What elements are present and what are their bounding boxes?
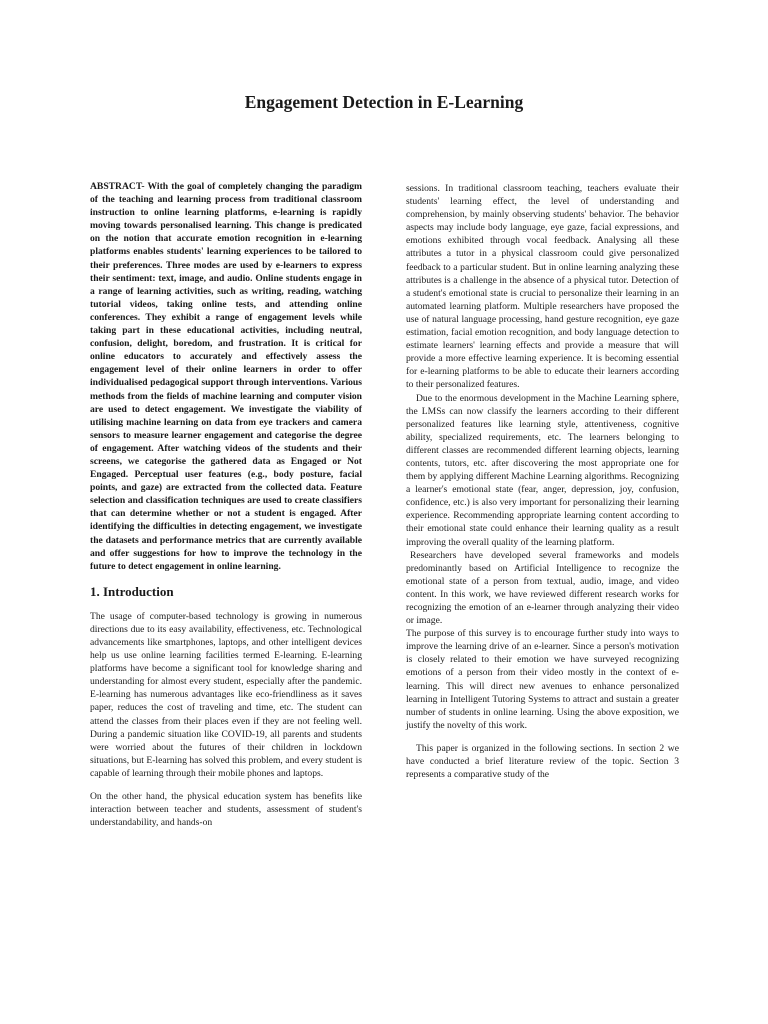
paragraph: sessions. In traditional classroom teaching, teachers evaluate their students' learning effect, the level of understanding and comprehension, by mainly observing students' behavior. The behavior aspects may include body language, eye gaze, facial expressions, and emotions exhibited through vocal feedback. Analysing all these attributes a tutor in a physical classroom could give personalized feedback to a particular student. But in online learning analyzing these attributes is a challenge in the absence of a physical tutor. Detection of a student's emotional state is crucial to personalize their learning in an automated learning platform. Multiple researchers have proposed the use of natural language processing, hand gesture recognition, eye gaze estimation, facial emotion recognition, and body language detection to estimate learners' learning effects and provide a measure that will provide a more effective learning experience. It is becoming essential for e-learning platforms to be able to educate their learners according to their personalized features.	[406, 183, 679, 391]
paragraph: Researchers have developed several frameworks and models predominantly based on Artificial Intelligence to recognize the emotional state of a person from textual, audio, image, and video content. In this work, we have reviewed different research works for recognizing the emotion of an e-learner through analyzing their video or image.	[406, 549, 679, 627]
paragraph: The usage of computer-based technology is growing in numerous directions due to its easy availability, effectiveness, etc. Technological advancements like smartphones, laptops, and other intelligent devices help us use online learning facilities termed E-learning. E-learning platforms have become a significant tool for knowledge sharing and understanding for almost every student, especially after the pandemic. E-learning has numerous advantages like eco-friendliness as it saves paper, reduces the cost of traveling and time, etc. The student can attend the classes from their places even if they are not feeling well. During a pandemic situation like COVID-19, all parents and students were worried about the futures of their children in lockdown situations, but E-learning has solved this problem, and every student is capable of learning through their mobile phones and laptops.	[90, 610, 362, 779]
paragraph: Due to the enormous development in the Machine Learning sphere, the LMSs can now classify the learners according to their different personalized features like learning style, attentiveness, cognitive ability, specialized requirements, etc. The learners belonging to different classes are recommended different learning objects, learning contents, tutors, etc. after discovering the most appropriate one for them by applying different Machine Learning algorithms. Recognizing a learner's emotional state (fear, anger, depression, joy, confusion, confidence, etc.) is also very important for personalizing their learning experience. Recommending appropriate learning content according to their emotional state could enhance their learning quality as a result improving the overall quality of the learning platform.	[406, 392, 679, 548]
abstract	[90, 180, 362, 573]
abstract-text: With the goal of completely changing the paradigm of the teaching and learning process from traditional classroom instruction to online learning platforms, e-learning is rapidly moving towards personalised learning. This change is predicated on the notion that accurate emotion recognition in e-learning platforms enables students' learning experiences to be tailored to their preferences. Three modes are used by e-learners to express their sentiment: text, image, and audio. Online students engage in a range of learning activities, such as writing, reading, watching tutorial videos, taking online tests, and attending online conferences. They exhibit a range of engagement levels while taking part in these educational activities, including neutral, confusion, delight, boredom, and frustration. It is critical for online educators to accurately and effectively assess the engagement level of their online learners in order to offer individualised pedagogical support through interventions. Various methods from the fields of machine learning and computer vision are used to detect engagement. We investigate the viability of utilising machine learning on data from eye trackers and camera sensors to measure learner engagement and categorise the degree of engagement. After watching videos of the students and their screens, we categorise the gathered data as Engaged or Not Engaged. Perceptual user features (e.g., body posture, facial points, and gaze) are extracted from the collected data. Feature selection and classification techniques are used to create classifiers that can determine whether or not a student is engaged. After identifying the difficulties in detecting engagement, we investigate the datasets and performance metrics that are currently available and offer suggestions for how to improve the technology in the future to detect engagement in online learning.	[90, 181, 362, 572]
right-column	[406, 182, 679, 781]
left-column	[90, 180, 362, 829]
paragraph: The purpose of this survey is to encourage further study into ways to improve the learning drive of an e-learner. Since a person's motivation is closely related to their emotion we have surveyed recognizing emotions of a person from their video mostly in the context of e-learning. This will direct new avenues to enhance personalized learning in Intelligent Tutoring Systems to attract and sustain a greater number of students in online learning. Using the above exposition, we justify the novelty of this work.	[406, 628, 679, 731]
abstract-label: ABSTRACT-	[90, 181, 145, 192]
paragraph: On the other hand, the physical education system has benefits like interaction between teacher and students, assessment of student's understandability, and hands-on	[90, 791, 362, 829]
paper-title: Engagement Detection in E-Learning	[244, 92, 524, 112]
section-heading-introduction: 1. Introduction	[90, 583, 174, 599]
paragraph: This paper is organized in the following sections. In section 2 we have conducted a brief literature review of the topic. Section 3 represents a comparative study of the	[406, 742, 679, 781]
